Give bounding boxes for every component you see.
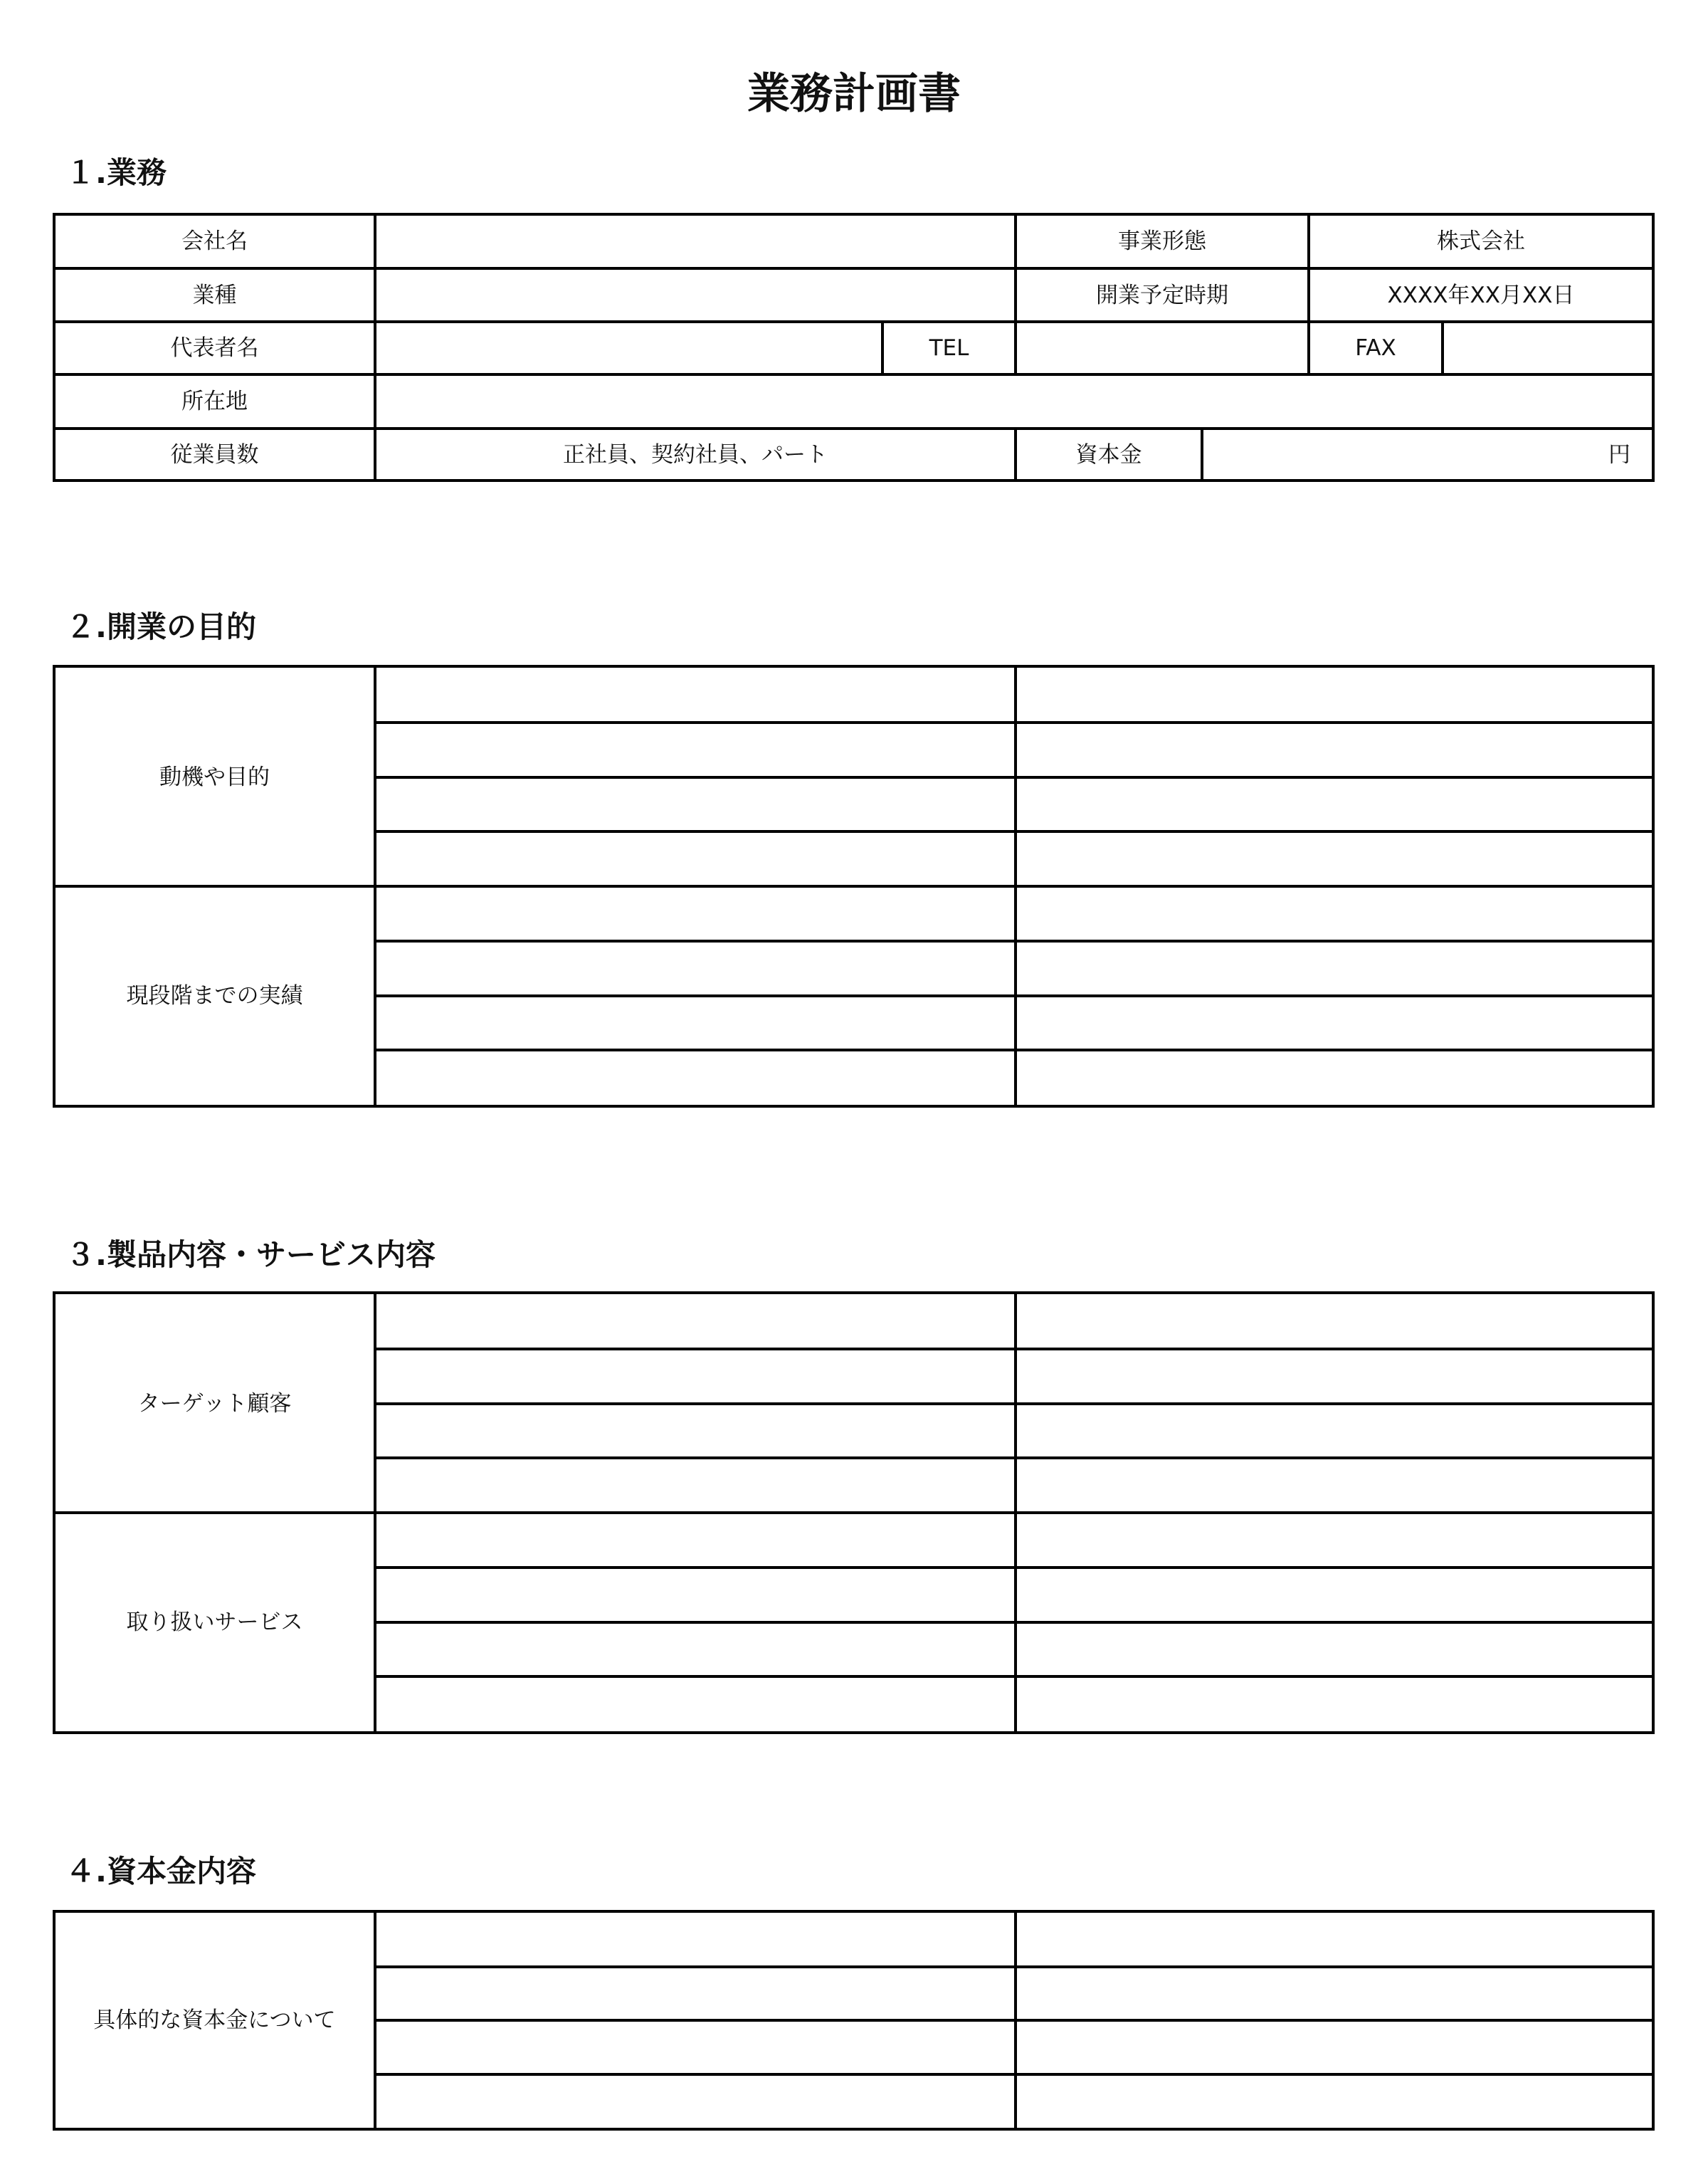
entry-cell[interactable] xyxy=(376,1914,1014,1965)
address-field[interactable] xyxy=(376,376,1652,427)
section-heading-products: ３.製品内容・サービス内容 xyxy=(65,1237,436,1272)
section-heading-capital: ４.資本金内容 xyxy=(65,1854,256,1889)
entry-cell[interactable] xyxy=(1017,943,1652,994)
business-type-label: 事業形態 xyxy=(1118,229,1206,254)
industry-label: 業種 xyxy=(192,282,237,308)
business-table xyxy=(53,213,1655,482)
employees-value[interactable]: 正社員、契約社員、パート xyxy=(563,441,828,468)
entry-cell[interactable] xyxy=(376,833,1014,885)
entry-cell[interactable] xyxy=(376,1405,1014,1456)
fax-field[interactable] xyxy=(1444,323,1652,373)
entry-cell[interactable] xyxy=(1017,2022,1652,2073)
representative-field[interactable] xyxy=(376,323,881,373)
tel-field[interactable] xyxy=(1017,323,1307,373)
entry-cell[interactable] xyxy=(376,1296,1014,1348)
products-table xyxy=(53,1291,1655,1734)
employees-label: 従業員数 xyxy=(170,441,259,468)
entry-cell[interactable] xyxy=(376,1968,1014,2019)
entry-cell[interactable] xyxy=(376,1350,1014,1402)
entry-cell[interactable] xyxy=(376,669,1014,721)
purpose-table xyxy=(53,665,1655,1108)
entry-cell[interactable] xyxy=(376,1514,1014,1566)
entry-cell[interactable] xyxy=(1017,1678,1652,1730)
capital-label: 資本金 xyxy=(1075,441,1142,468)
entry-cell[interactable] xyxy=(1017,888,1652,940)
entry-cell[interactable] xyxy=(376,1051,1014,1103)
entry-cell[interactable] xyxy=(376,779,1014,830)
entry-cell[interactable] xyxy=(1017,1624,1652,1675)
entry-cell[interactable] xyxy=(376,943,1014,994)
entry-cell[interactable] xyxy=(1017,997,1652,1049)
address-label: 所在地 xyxy=(181,389,248,414)
capital-detail-label: 具体的な資本金について xyxy=(93,2007,336,2033)
capital-table xyxy=(53,1910,1655,2131)
entry-cell[interactable] xyxy=(376,1624,1014,1675)
entry-cell[interactable] xyxy=(376,2022,1014,2073)
entry-cell[interactable] xyxy=(376,1569,1014,1621)
entry-cell[interactable] xyxy=(376,888,1014,940)
entry-cell[interactable] xyxy=(1017,1405,1652,1456)
opening-date-label: 開業予定時期 xyxy=(1096,282,1228,308)
opening-date-value[interactable]: XXXX年XX月XX日 xyxy=(1387,282,1575,308)
entry-cell[interactable] xyxy=(1017,1569,1652,1621)
company-name-field[interactable] xyxy=(376,216,1014,267)
section-heading-business: １.業務 xyxy=(65,155,167,190)
entry-cell[interactable] xyxy=(1017,669,1652,721)
entry-cell[interactable] xyxy=(376,724,1014,776)
entry-cell[interactable] xyxy=(376,1459,1014,1511)
entry-cell[interactable] xyxy=(1017,1914,1652,1965)
entry-cell[interactable] xyxy=(1017,724,1652,776)
achievements-label: 現段階までの実績 xyxy=(126,982,303,1009)
entry-cell[interactable] xyxy=(376,997,1014,1049)
capital-field[interactable] xyxy=(1203,430,1652,479)
fax-label: FAX xyxy=(1355,335,1396,361)
representative-label: 代表者名 xyxy=(170,335,259,361)
motivation-label: 動機や目的 xyxy=(159,764,270,790)
entry-cell[interactable] xyxy=(1017,1296,1652,1348)
entry-cell[interactable] xyxy=(1017,1968,1652,2019)
entry-cell[interactable] xyxy=(1017,1350,1652,1402)
entry-cell[interactable] xyxy=(1017,833,1652,885)
services-label: 取り扱いサービス xyxy=(126,1609,303,1635)
entry-cell[interactable] xyxy=(1017,1514,1652,1566)
industry-field[interactable] xyxy=(376,270,1014,320)
entry-cell[interactable] xyxy=(376,2076,1014,2126)
entry-cell[interactable] xyxy=(1017,2076,1652,2126)
entry-cell[interactable] xyxy=(1017,779,1652,830)
capital-unit: 円 xyxy=(1608,441,1630,468)
target-customer-label: ターゲット顧客 xyxy=(137,1390,292,1417)
entry-cell[interactable] xyxy=(1017,1051,1652,1103)
entry-cell[interactable] xyxy=(1017,1459,1652,1511)
business-type-value[interactable]: 株式会社 xyxy=(1437,229,1525,254)
company-name-label: 会社名 xyxy=(181,229,248,254)
section-heading-purpose: ２.開業の目的 xyxy=(65,609,256,644)
entry-cell[interactable] xyxy=(376,1678,1014,1730)
document-title: 業務計画書 xyxy=(747,69,961,119)
tel-label: TEL xyxy=(929,335,969,361)
